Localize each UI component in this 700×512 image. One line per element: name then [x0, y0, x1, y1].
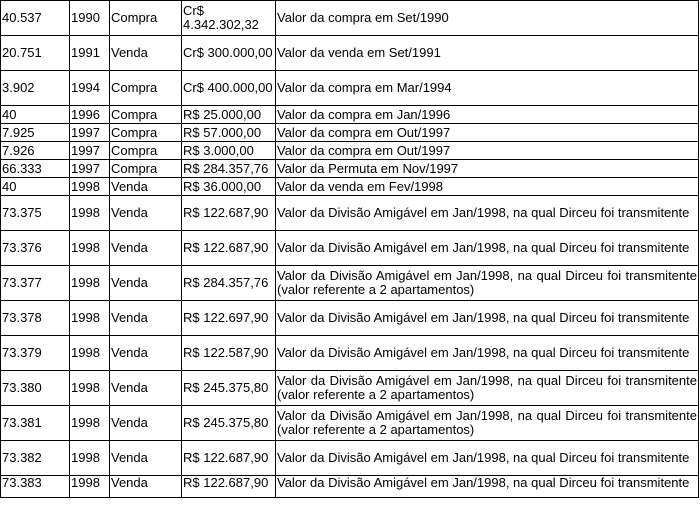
cell-valor: R$ 245.375,80 — [182, 406, 276, 441]
cell-descricao: Valor da Divisão Amigável em Jan/1998, na qual Dirceu foi transmitente — [276, 476, 699, 498]
cell-descricao: Valor da Divisão Amigável em Jan/1998, na qual Dirceu foi transmitente (valor referente a 2 apartamentos) — [276, 371, 699, 406]
table-row — [1, 301, 699, 336]
table-row — [1, 406, 699, 441]
cell-valor: R$ 122.697,90 — [182, 301, 276, 336]
table-row — [1, 160, 699, 178]
table-row — [1, 178, 699, 196]
cell-descricao: Valor da Divisão Amigável em Jan/1998, na qual Dirceu foi transmitente — [276, 231, 699, 266]
cell-tipo: Venda — [110, 178, 182, 196]
cell-ano: 1996 — [70, 106, 110, 124]
cell-tipo: Venda — [110, 266, 182, 301]
table-body — [1, 1, 699, 498]
cell-descricao: Valor da venda em Set/1991 — [276, 36, 699, 71]
cell-tipo: Compra — [110, 106, 182, 124]
table-row — [1, 266, 699, 301]
cell-descricao: Valor da Permuta em Nov/1997 — [276, 160, 699, 178]
cell-matricula: 3.902 — [1, 71, 70, 106]
cell-matricula: 40.537 — [1, 1, 70, 36]
cell-tipo: Venda — [110, 406, 182, 441]
cell-matricula: 66.333 — [1, 160, 70, 178]
cell-valor: R$ 25.000,00 — [182, 106, 276, 124]
cell-valor: R$ 284.357,76 — [182, 266, 276, 301]
cell-ano: 1998 — [70, 196, 110, 231]
cell-ano: 1998 — [70, 441, 110, 476]
cell-valor: Cr$ 400.000,00 — [182, 71, 276, 106]
table-row — [1, 336, 699, 371]
cell-ano: 1991 — [70, 36, 110, 71]
cell-valor: Cr$ 4.342.302,32 — [182, 1, 276, 36]
cell-descricao: Valor da compra em Out/1997 — [276, 124, 699, 142]
cell-tipo: Venda — [110, 196, 182, 231]
cell-matricula: 73.381 — [1, 406, 70, 441]
cell-matricula: 73.375 — [1, 196, 70, 231]
cell-ano: 1998 — [70, 371, 110, 406]
table-row — [1, 36, 699, 71]
cell-ano: 1994 — [70, 71, 110, 106]
cell-matricula: 20.751 — [1, 36, 70, 71]
table-row — [1, 231, 699, 266]
cell-tipo: Compra — [110, 71, 182, 106]
cell-valor: R$ 36.000,00 — [182, 178, 276, 196]
cell-matricula: 73.378 — [1, 301, 70, 336]
cell-descricao: Valor da compra em Out/1997 — [276, 142, 699, 160]
cell-valor: R$ 122.587,90 — [182, 336, 276, 371]
cell-tipo: Compra — [110, 160, 182, 178]
cell-ano: 1997 — [70, 142, 110, 160]
cell-valor: R$ 122.687,90 — [182, 476, 276, 498]
cell-descricao: Valor da Divisão Amigável em Jan/1998, na qual Dirceu foi transmitente — [276, 196, 699, 231]
cell-valor: R$ 122.687,90 — [182, 441, 276, 476]
table-row — [1, 71, 699, 106]
cell-ano: 1990 — [70, 1, 110, 36]
cell-tipo: Compra — [110, 142, 182, 160]
cell-descricao: Valor da Divisão Amigável em Jan/1998, na qual Dirceu foi transmitente — [276, 441, 699, 476]
cell-valor: R$ 122.687,90 — [182, 231, 276, 266]
cell-ano: 1998 — [70, 406, 110, 441]
cell-matricula: 7.926 — [1, 142, 70, 160]
cell-matricula: 73.382 — [1, 441, 70, 476]
cell-matricula: 73.379 — [1, 336, 70, 371]
table-row — [1, 441, 699, 476]
cell-descricao: Valor da compra em Mar/1994 — [276, 71, 699, 106]
cell-tipo: Venda — [110, 301, 182, 336]
cell-tipo: Venda — [110, 441, 182, 476]
cell-ano: 1998 — [70, 301, 110, 336]
cell-matricula: 40 — [1, 106, 70, 124]
cell-ano: 1997 — [70, 124, 110, 142]
table-row — [1, 476, 699, 498]
cell-valor: R$ 3.000,00 — [182, 142, 276, 160]
cell-valor: R$ 122.687,90 — [182, 196, 276, 231]
cell-ano: 1998 — [70, 266, 110, 301]
cell-ano: 1997 — [70, 160, 110, 178]
cell-descricao: Valor da venda em Fev/1998 — [276, 178, 699, 196]
cell-matricula: 73.376 — [1, 231, 70, 266]
cell-ano: 1998 — [70, 231, 110, 266]
cell-matricula: 73.377 — [1, 266, 70, 301]
cell-ano: 1998 — [70, 178, 110, 196]
cell-descricao: Valor da Divisão Amigável em Jan/1998, na qual Dirceu foi transmitente (valor referente a 2 apartamentos) — [276, 266, 699, 301]
table-row — [1, 106, 699, 124]
cell-descricao: Valor da Divisão Amigável em Jan/1998, na qual Dirceu foi transmitente — [276, 336, 699, 371]
cell-matricula: 73.383 — [1, 476, 70, 498]
cell-ano: 1998 — [70, 336, 110, 371]
cell-ano: 1998 — [70, 476, 110, 498]
cell-descricao: Valor da compra em Set/1990 — [276, 1, 699, 36]
cell-tipo: Venda — [110, 36, 182, 71]
cell-matricula: 73.380 — [1, 371, 70, 406]
table-row — [1, 1, 699, 36]
cell-valor: Cr$ 300.000,00 — [182, 36, 276, 71]
cell-tipo: Venda — [110, 336, 182, 371]
cell-tipo: Venda — [110, 476, 182, 498]
cell-tipo: Venda — [110, 371, 182, 406]
cell-valor: R$ 284.357,76 — [182, 160, 276, 178]
cell-descricao: Valor da Divisão Amigável em Jan/1998, na qual Dirceu foi transmitente — [276, 301, 699, 336]
cell-matricula: 7.925 — [1, 124, 70, 142]
cell-tipo: Compra — [110, 124, 182, 142]
cell-valor: R$ 57.000,00 — [182, 124, 276, 142]
cell-tipo: Venda — [110, 231, 182, 266]
cell-descricao: Valor da compra em Jan/1996 — [276, 106, 699, 124]
table-row — [1, 124, 699, 142]
cell-descricao: Valor da Divisão Amigável em Jan/1998, na qual Dirceu foi transmitente (valor referente a 2 apartamentos) — [276, 406, 699, 441]
table-row — [1, 371, 699, 406]
table-row — [1, 142, 699, 160]
table-row — [1, 196, 699, 231]
cell-tipo: Compra — [110, 1, 182, 36]
cell-matricula: 40 — [1, 178, 70, 196]
cell-valor: R$ 245.375,80 — [182, 371, 276, 406]
